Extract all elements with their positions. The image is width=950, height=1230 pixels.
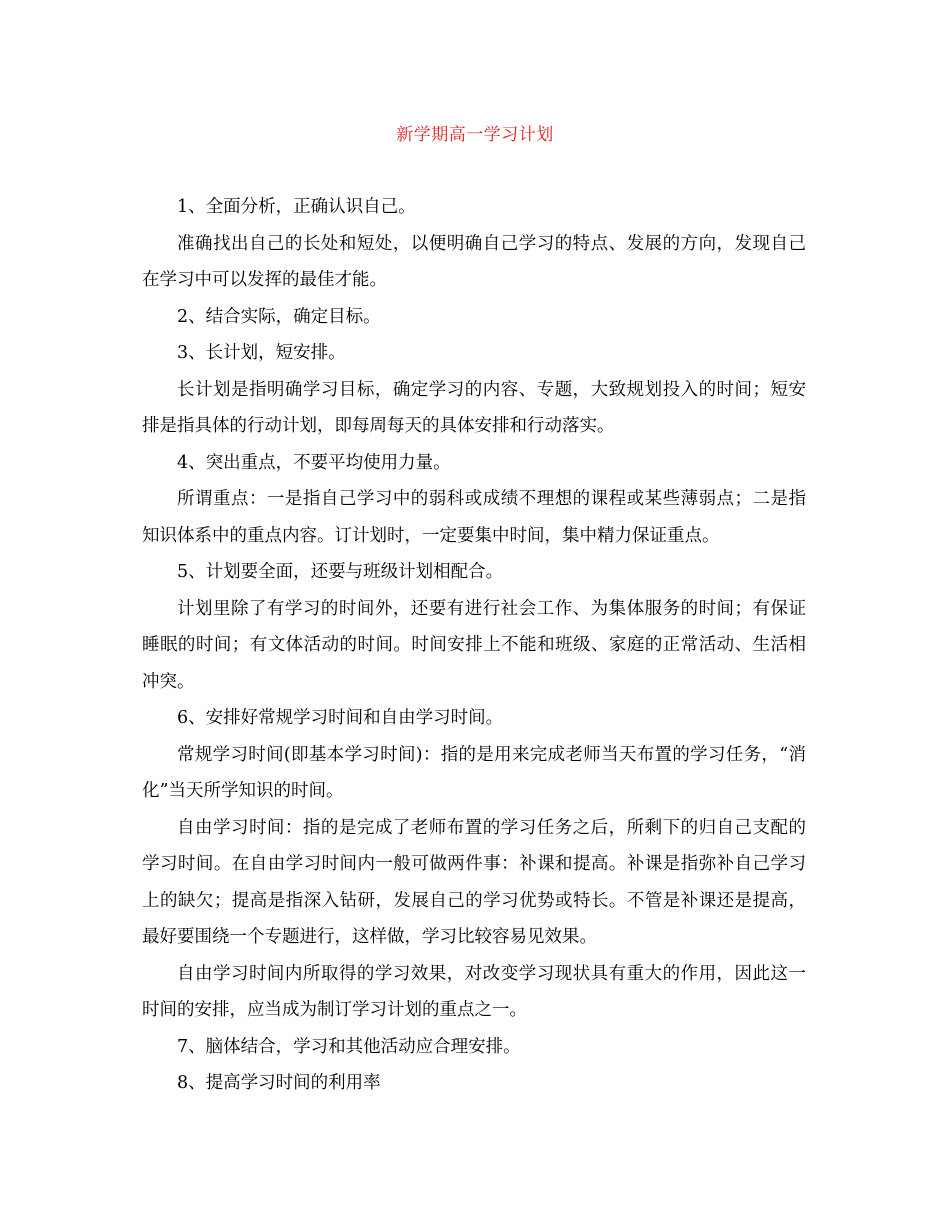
paragraph: 所谓重点：一是指自己学习中的弱科或成绩不理想的课程或某些薄弱点；二是指知识体系中的重点内容。订计划时，一定要集中时间，集中精力保证重点。 bbox=[142, 489, 806, 546]
paragraph: 3、长计划，短安排。 bbox=[177, 343, 346, 363]
paragraph: 长计划是指明确学习目标，确定学习的内容、专题，大致规划投入的时间；短安排是指具体的行动计划，即每周每天的具体安排和行动落实。 bbox=[142, 379, 806, 436]
paragraph: 4、突出重点，不要平均使用力量。 bbox=[177, 452, 451, 473]
document-body bbox=[142, 189, 806, 1102]
paragraph: 7、脑体结合，学习和其他活动应合理安排。 bbox=[177, 1036, 521, 1057]
paragraph: 准确找出自己的长处和短处，以便明确自己学习的特点、发展的方向，发现自己在学习中可以发挥的最佳才能。 bbox=[142, 233, 806, 290]
paragraph: 8、提高学习时间的利用率 bbox=[177, 1073, 381, 1093]
paragraph: 自由学习时间：指的是完成了老师布置的学习任务之后，所剩下的归自己支配的学习时间。在自由学习时间内一般可做两件事：补课和提高。补课是指弥补自己学习上的缺欠；提高是指深入钻研，发展自己的学习优势或特长。不管是补课还是提高，最好要围绕一个专题进行，这样做，学习比较容易见效果。 bbox=[142, 817, 806, 947]
paragraph: 计划里除了有学习的时间外，还要有进行社会工作、为集体服务的时间；有保证睡眠的时间；有文体活动的时间。时间安排上不能和班级、家庭的正常活动、生活相冲突。 bbox=[142, 598, 806, 692]
paragraph: 自由学习时间内所取得的学习效果，对改变学习现状具有重大的作用，因此这一时间的安排，应当成为制订学习计划的重点之一。 bbox=[142, 963, 806, 1020]
paragraph: 6、安排好常规学习时间和自由学习时间。 bbox=[177, 708, 504, 728]
paragraph: 2、结合实际，确定目标。 bbox=[177, 306, 381, 327]
document-title: 新学期高一学习计划 bbox=[396, 125, 554, 145]
paragraph: 5、计划要全面，还要与班级计划相配合。 bbox=[177, 562, 504, 582]
paragraph: 常规学习时间(即基本学习时间)：指的是用来完成老师当天布置的学习任务，“消化”当天所学知识的时间。 bbox=[142, 744, 806, 801]
paragraph: 1、全面分析，正确认识自己。 bbox=[177, 197, 416, 217]
